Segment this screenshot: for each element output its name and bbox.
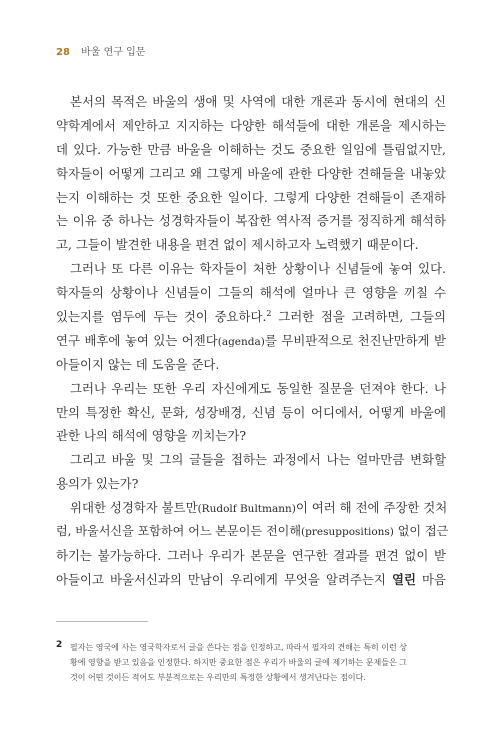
- parenthetical: (presuppositions): [301, 526, 394, 539]
- text-line: 용의가 있는가?: [56, 476, 139, 492]
- text-line: [56, 496, 446, 520]
- footnote-line: 필자는 영국에 사는 영국학자로서 글을 쓴다는 점을 인정하고, 따라서 필자의 견해는 특히 이런 상: [70, 643, 407, 652]
- text-line: 학자들이 어떻게 그리고 왜 그렇게 바울에 관한 다양한 견해들을 내놓았: [56, 165, 446, 181]
- text-line: [56, 329, 446, 353]
- page-number: 28: [56, 47, 70, 58]
- footnote-line: 것이 어떤 것이든 적어도 부분적으로는 우리만의 특정한 상황에서 생겨난다는 점이다.: [70, 673, 366, 682]
- text-line: [56, 305, 446, 329]
- parenthetical: (agenda): [217, 335, 265, 348]
- footnote: [56, 640, 446, 685]
- text-line: 데 있다. 가능한 만큼 바울을 이해하는 것도 중요한 일임에 틀림없지만,: [56, 141, 446, 157]
- parenthetical: (Rudolf Bultmann): [197, 503, 296, 516]
- text-line: 아들이지 않는 데 도움을 준다.: [56, 356, 220, 372]
- text-line: 하기는 불가능하다. 그러나 우리가 본문을 연구한 결과를 편견 없이 받: [56, 547, 446, 563]
- running-title: 바울 연구 입문: [81, 47, 146, 58]
- footnote-line: 황에 영향을 받고 있음을 인정한다. 하지만 중요한 점은 우리가 바울의 글에 제기하는 문제들은 그: [70, 658, 407, 667]
- text-line: 그러나 우리는 또한 우리 자신에게도 동일한 질문을 던져야 한다. 나: [70, 380, 446, 396]
- footnote-divider: [56, 621, 148, 622]
- running-header: [56, 43, 145, 58]
- text-segment: 마음: [415, 571, 446, 587]
- text-line: 약학계에서 제안하고 지지하는 다양한 해석들에 대한 개론을 제시하는: [56, 117, 446, 133]
- emphasis: 열린: [391, 571, 416, 587]
- body-text: [56, 90, 449, 592]
- text-line: 관한 나의 해석에 영향을 끼치는가?: [56, 428, 246, 444]
- text-line: 그러나 또 다른 이유는 학자들이 처한 상황이나 신념들에 놓여 있다.: [70, 261, 446, 277]
- text-line: [56, 520, 449, 544]
- text-segment: 없이 접근: [393, 524, 449, 539]
- footnote-number: 2: [56, 640, 63, 650]
- text-segment: 연구 배후에 놓여 있는 어젠다: [56, 332, 218, 348]
- text-segment: 럼, 바울서신을 포함하여 어느 본문이든 전이해: [56, 524, 302, 539]
- text-line: 는지 이해하는 것 또한 중요한 일이다. 그렇게 다양한 견해들이 존재하: [56, 189, 446, 205]
- text-segment: 있는지를 염두에 두는 것이 중요하다.: [56, 309, 267, 325]
- text-line: [56, 568, 446, 592]
- text-segment: 그러한 점을 고려하면, 그들의: [271, 309, 446, 325]
- text-segment: 아들이고 바울서신과의 만남이 우리에게 무엇을 알려주는지: [56, 571, 392, 587]
- text-line: 는 이유 중 하나는 성경학자들이 복잡한 역사적 증거를 정직하게 해석하: [56, 213, 446, 229]
- text-line: 학자들의 상황이나 신념들이 그들의 해석에 얼마나 큰 영향을 끼칠 수: [56, 285, 446, 301]
- text-segment: 위대한 성경학자 불트만: [70, 500, 198, 516]
- text-segment: 를 무비판적으로 천진난만하게 받: [264, 332, 446, 348]
- text-line: 본서의 목적은 바울의 생애 및 사역에 대한 개론과 동시에 현대의 신: [70, 94, 446, 109]
- text-line: 그리고 바울 및 그의 글들을 접하는 과정에서 나는 얼마만큼 변화할: [70, 452, 446, 468]
- text-line: 고, 그들이 발견한 내용을 편견 없이 제시하고자 노력했기 때문이다.: [56, 237, 419, 253]
- footnote-marker: 2: [266, 308, 272, 318]
- text-segment: 이 여러 해 전에 주장한 것처: [295, 500, 448, 516]
- text-line: 만의 특정한 확신, 문화, 성장배경, 신념 등이 어디에서, 어떻게 바울에: [56, 404, 446, 420]
